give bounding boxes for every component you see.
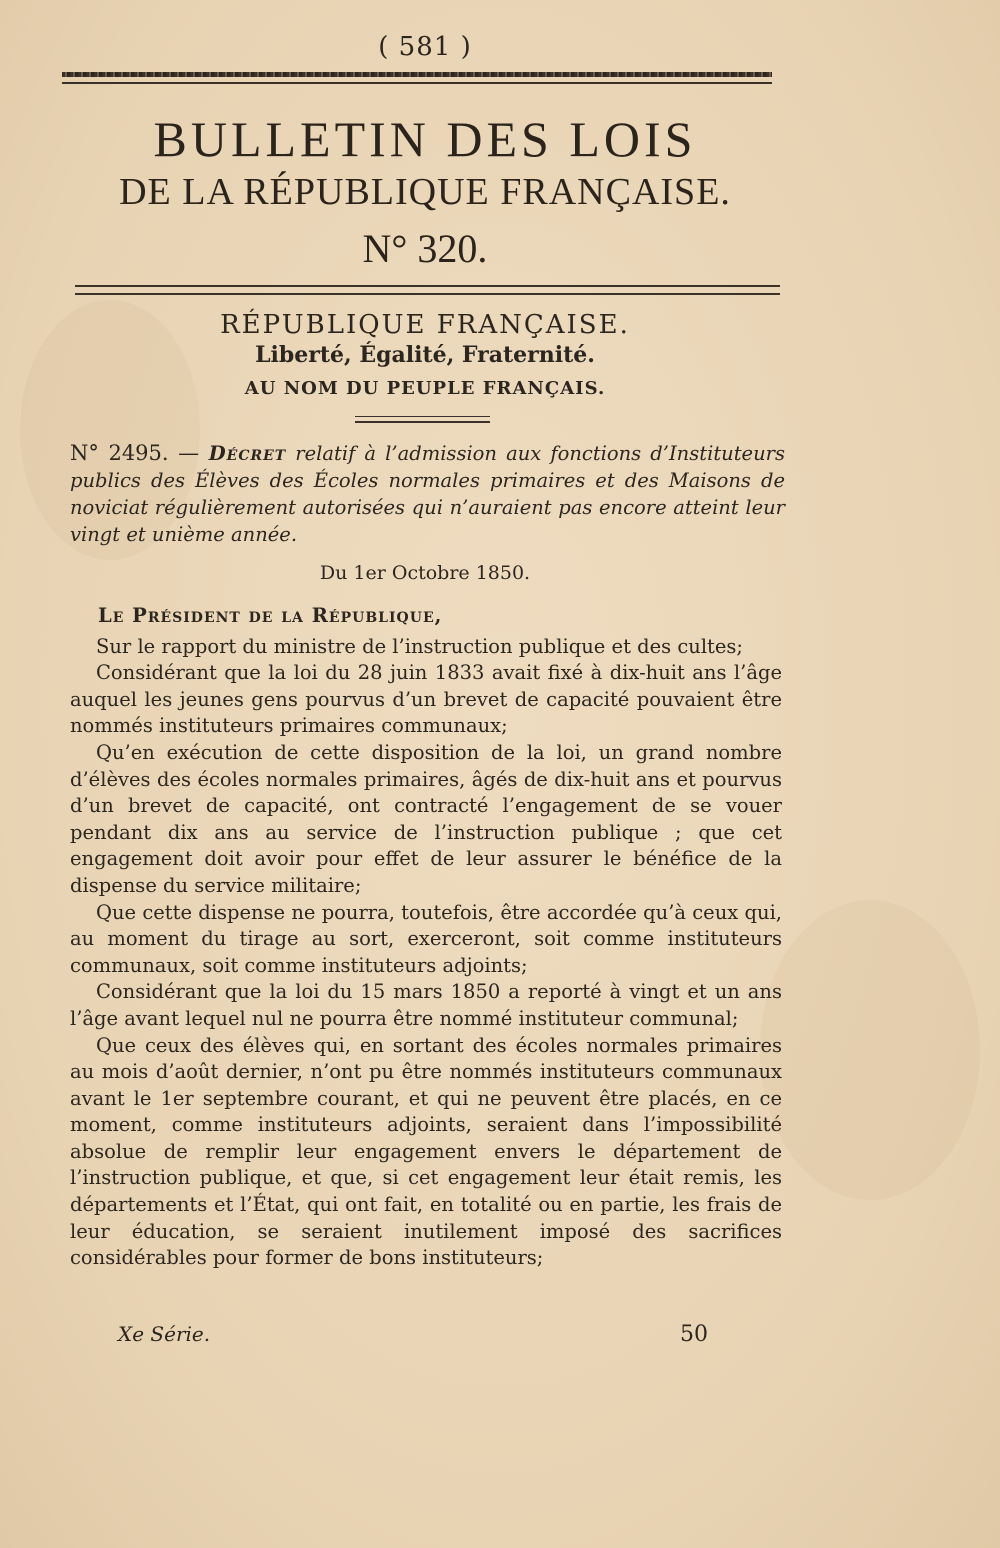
short-rule [355,416,490,423]
decree-title: relatif à l’admission aux fonctions d’Instituteurs publics des Élèves des Écoles normales primaires et des Maisons de noviciat régulièrement autorisées qui n’auraient pas encore atteint leur vingt et unième année. [70,442,785,546]
decree-heading [70,440,785,548]
body-paragraph: Que cette dispense ne pourra, toutefois, être accordée qu’à ceux qui, au moment du tirage au sort, exerceront, soit comme instituteurs communaux, soit comme instituteurs adjoints; [70,900,782,977]
president-line: Le Président de la République, [98,604,443,627]
decree-date: Du 1er Octobre 1850. [319,562,531,584]
republic-heading: RÉPUBLIQUE FRANÇAISE. [220,310,630,340]
bulletin-title: BULLETIN DES LOIS [153,111,697,167]
bulletin-number: N° 320. [362,226,488,271]
ornamental-rule [62,72,772,77]
double-rule [75,285,780,295]
paper-stain [760,900,980,1200]
body-paragraph: Considérant que la loi du 28 juin 1833 avait fixé à dix-huit ans l’âge auquel les jeunes gens pourvus d’un brevet de capacité pouvaient être nommés instituteurs primaires communaux; [70,661,782,738]
decree-body [70,603,782,1272]
body-paragraph: Sur le rapport du ministre de l’instruction publique et des cultes; [96,634,744,658]
bulletin-subtitle: DE LA RÉPUBLIQUE FRANÇAISE. [119,171,731,213]
national-motto: Liberté, Égalité, Fraternité. [255,342,595,368]
body-paragraph: Considérant que la loi du 15 mars 1850 a reporté à vingt et un ans l’âge avant lequel nul ne pourra être nommé instituteur communal; [70,980,782,1030]
page-number: ( 581 ) [378,32,472,62]
series-label: Xe Série. [118,1322,211,1346]
body-paragraph: Qu’en exécution de cette disposition de la loi, un grand nombre d’élèves des écoles normales primaires, âgés de dix-huit ans et pourvus d’un brevet de capacité, ont contracté l’engagement de se vouer pendant dix ans au service de l’instruction publique ; que cet engagement doit avoir pour effet de leur assurer le bénéfice de la dispense du service militaire; [70,740,782,897]
thin-rule [62,82,772,84]
decree-type-word: Décret [208,442,287,465]
in-the-name-line: AU NOM DU PEUPLE FRANÇAIS. [244,378,606,399]
sheet-number: 50 [680,1322,708,1347]
decree-number: N° 2495. — [70,441,209,465]
body-paragraph: Que ceux des élèves qui, en sortant des écoles normales primaires au mois d’août dernier, n’ont pu être nommés instituteurs communaux avant le 1er septembre courant, et qui ne peuvent être placés, en ce moment, comme instituteurs adjoints, seraient dans l’impossibilité absolue de remplir leur engagement envers le département de l’instruction publique, et que, si cet engagement leur était remis, les départements et l’État, qui ont fait, en totalité ou en partie, les frais de leur éducation, se seraient inutilement imposé des sacrifices considérables pour former de bons instituteurs; [70,1033,782,1270]
